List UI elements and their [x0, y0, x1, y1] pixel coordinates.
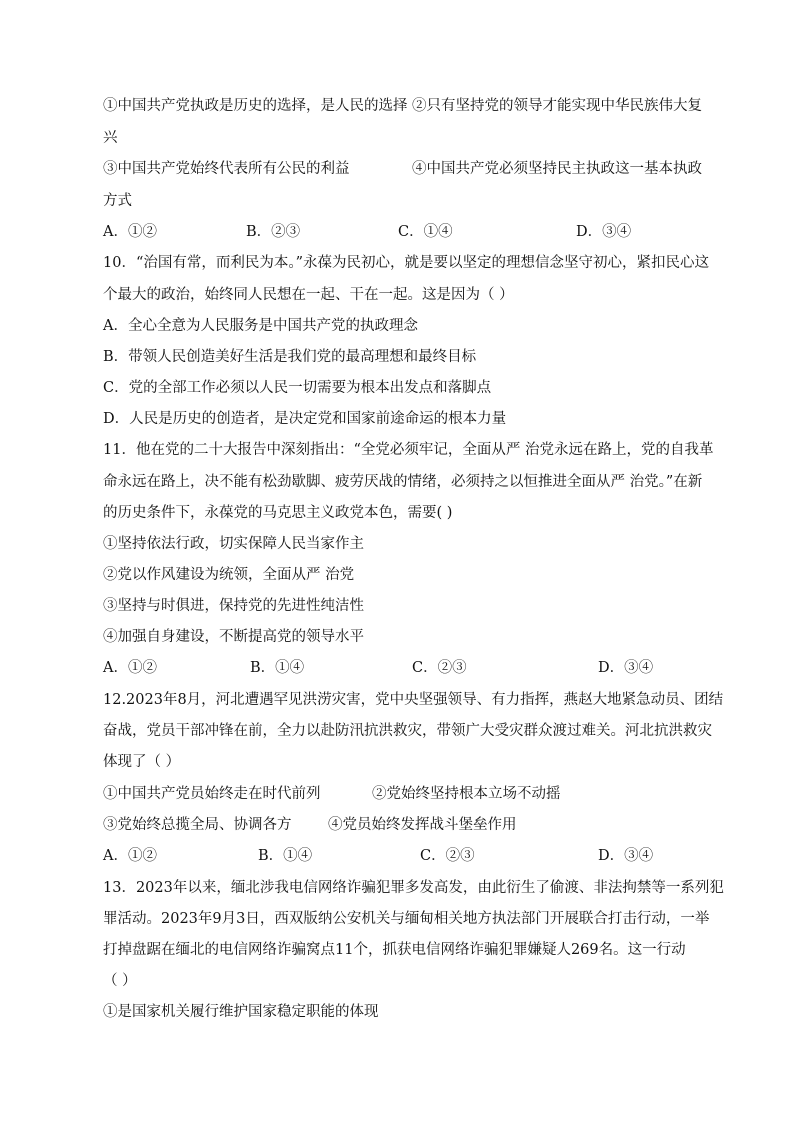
- q12-item-2: ②党始终坚持根本立场不动摇: [372, 786, 561, 802]
- q10-stem-line-2: 个最大的政治，始终同人民想在一起、干在一起。这是因为（ ）: [103, 287, 514, 303]
- q9-option-a: A．①②: [103, 224, 157, 240]
- q9-item-1: ①中国共产党执政是历史的选择，是人民的选择: [103, 98, 408, 114]
- q12-option-a: A．①②: [103, 848, 157, 864]
- q12-stem-line-2: 奋战，党员干部冲锋在前，全力以赴防汛抗洪救灾，带领广大受灾群众渡过难关。河北抗洪救灾: [103, 723, 712, 739]
- q11-item-4: ④加强自身建设，不断提高党的领导水平: [103, 629, 364, 645]
- q13-stem-line-3: 打掉盘踞在缅北的电信网络诈骗窝点11个，抓获电信网络诈骗犯罪嫌疑人269名。这一行动: [103, 942, 686, 958]
- q11-option-a: A．①②: [103, 660, 157, 676]
- q13-item-1: ①是国家机关履行维护国家稳定职能的体现: [103, 1004, 379, 1020]
- q9-option-c: C．①④: [398, 224, 453, 240]
- q11-item-1: ①坚持依法行政，切实保障人民当家作主: [103, 536, 364, 552]
- q11-option-b: B．①④: [250, 660, 305, 676]
- q13-stem-line-1: 13．2023年以来，缅北涉我电信网络诈骗犯罪多发高发，由此衍生了偷渡、非法拘禁等一系列犯: [103, 880, 724, 896]
- q12-stem-line-3: 体现了（ ）: [103, 754, 181, 770]
- q11-stem-line-3: 的历史条件下，永葆党的马克思主义政党本色，需要( ): [103, 505, 453, 521]
- q12-stem-line-1: 12.2023年8月，河北遭遇罕见洪涝灾害，党中央坚强领导、有力指挥，燕赵大地紧急动员、团结: [103, 692, 724, 708]
- q12-item-3: ③党始终总揽全局、协调各方: [103, 817, 292, 833]
- q9-option-b: B．②③: [246, 224, 301, 240]
- q12-item-1: ①中国共产党员始终走在时代前列: [103, 786, 321, 802]
- q9-item-4: ④中国共产党必须坚持民主执政这一基本执政: [412, 161, 702, 177]
- q9-item-4-cont: 方式: [103, 193, 132, 209]
- q9-item-2: ②只有坚持党的领导才能实现中华民族伟大复: [412, 98, 702, 114]
- q13-stem-line-4: （ ）: [103, 973, 137, 989]
- q9-item-2-cont: 兴: [103, 130, 118, 146]
- q11-stem-line-1: 11．他在党的二十大报告中深刻指出：“全党必须牢记，全面从严 治党永远在路上，党的自我革: [103, 442, 714, 458]
- q10-stem-line-1: 10．“治国有常，而利民为本。”永葆为民初心，就是要以坚定的理想信念坚守初心，紧扣民心这: [103, 255, 710, 271]
- q10-choice-a: A．全心全意为人民服务是中国共产党的执政理念: [103, 318, 418, 334]
- q9-item-3: ③中国共产党始终代表所有公民的利益: [103, 161, 350, 177]
- q10-choice-c: C．党的全部工作必须以人民一切需要为根本出发点和落脚点: [103, 380, 492, 396]
- q10-choice-d: D．人民是历史的创造者，是决定党和国家前途命运的根本力量: [103, 411, 507, 427]
- q9-option-d: D．③④: [576, 224, 632, 240]
- q11-stem-line-2: 命永远在路上，决不能有松劲歇脚、疲劳厌战的情绪，必须持之以恒推进全面从严 治党。”在新: [103, 474, 703, 490]
- q11-item-2: ②党以作风建设为统领，全面从严 治党: [103, 567, 355, 583]
- q10-choice-b: B．带领人民创造美好生活是我们党的最高理想和最终目标: [103, 349, 477, 365]
- q11-item-3: ③坚持与时俱进，保持党的先进性纯洁性: [103, 598, 364, 614]
- q12-item-4: ④党员始终发挥战斗堡垒作用: [328, 817, 517, 833]
- q12-option-c: C．②③: [420, 848, 475, 864]
- q13-stem-line-2: 罪活动。2023年9月3日，西双版纳公安机关与缅甸相关地方执法部门开展联合打击行动，一举: [103, 911, 710, 927]
- q12-option-d: D．③④: [598, 848, 654, 864]
- q12-option-b: B．①④: [258, 848, 313, 864]
- q11-option-c: C．②③: [412, 660, 467, 676]
- q11-option-d: D．③④: [598, 660, 654, 676]
